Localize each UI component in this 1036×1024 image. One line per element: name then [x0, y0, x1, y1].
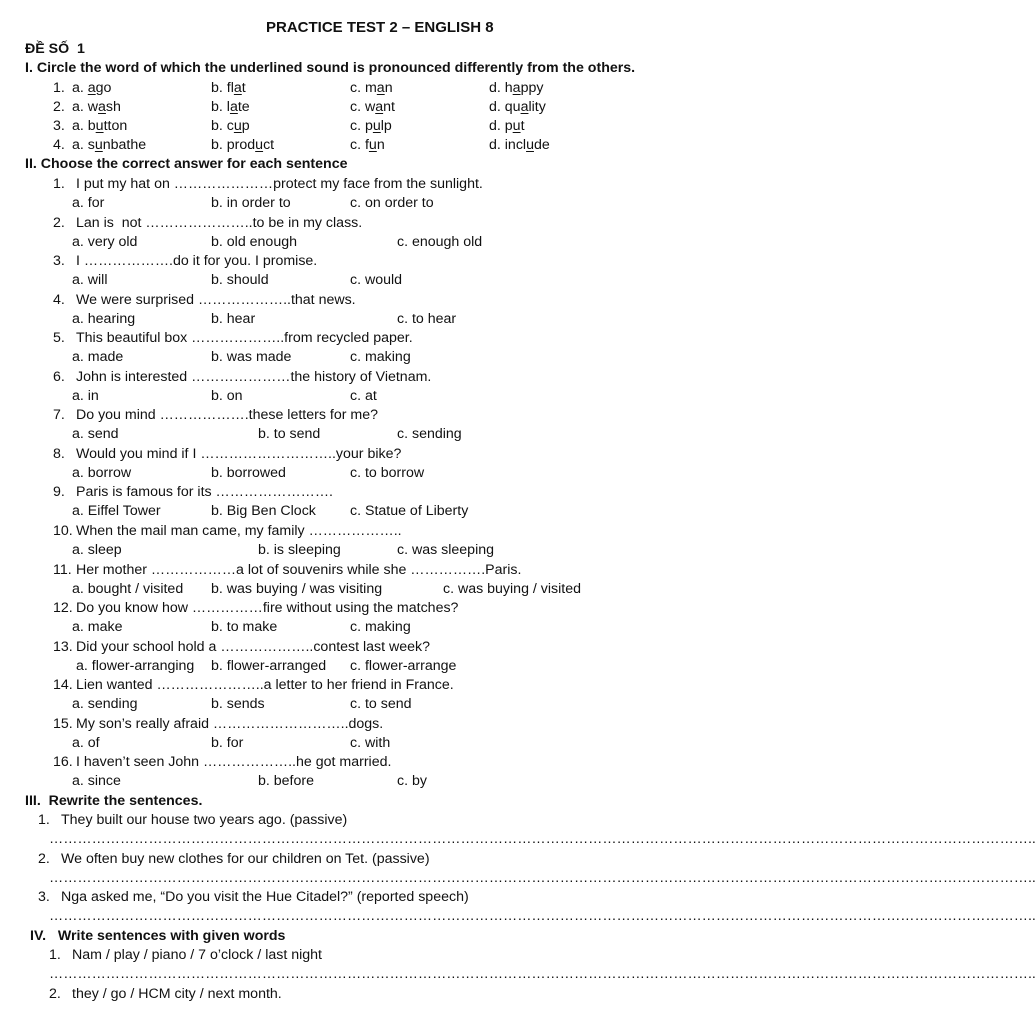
question-text: Her mother ………………a lot of souvenirs while she …………….Paris.: [76, 562, 522, 578]
answer-option: a. wash: [72, 99, 121, 115]
answer-line: ………………………………………………………………………………………………………………………………………………………………………………………..: [49, 870, 1036, 886]
answer-option: c. was sleeping: [397, 542, 494, 558]
question-text: Paris is famous for its …………………….: [76, 484, 333, 500]
answer-option: b. cup: [211, 118, 250, 134]
underlined-sound: a: [375, 99, 384, 115]
answer-option: a. button: [72, 118, 128, 134]
answer-option: b. was buying / was visiting: [211, 581, 383, 597]
answer-option: b. in order to: [211, 195, 291, 211]
answer-option: c. fun: [350, 137, 385, 153]
question-number: 2.: [53, 99, 65, 115]
answer-option: a. will: [72, 272, 108, 288]
question-text: Would you mind if I ………………………..your bike?: [76, 446, 402, 462]
answer-option: b. was made: [211, 349, 292, 365]
question-number: 5.: [53, 330, 65, 346]
question-number: 1.: [53, 80, 65, 96]
question-number: 13.: [53, 639, 73, 655]
answer-line: ………………………………………………………………………………………………………………………………………………………………………………………..: [49, 966, 1036, 982]
answer-option: c. sending: [397, 426, 462, 442]
question-text: Nga asked me, “Do you visit the Hue Citadel?” (reported speech): [61, 889, 469, 905]
question-text: they / go / HCM city / next month.: [72, 986, 282, 1002]
answer-option: b. late: [211, 99, 250, 115]
question-number: 14.: [53, 677, 73, 693]
answer-option: b. hear: [211, 311, 256, 327]
question-text: My son’s really afraid ………………………..dogs.: [76, 716, 384, 732]
page-title: PRACTICE TEST 2 – ENGLISH 8: [266, 19, 494, 36]
answer-option: c. want: [350, 99, 395, 115]
question-text: Lan is not …………………..to be in my class.: [76, 215, 363, 231]
answer-option: a. ago: [72, 80, 112, 96]
question-number: 1.: [49, 947, 61, 963]
answer-option: a. bought / visited: [72, 581, 184, 597]
answer-option: b. borrowed: [211, 465, 286, 481]
answer-option: d. quality: [489, 99, 546, 115]
question-number: 8.: [53, 446, 65, 462]
underlined-sound: a: [87, 80, 96, 96]
section-1-heading: I. Circle the word of which the underlined sound is pronounced differently from the others.: [25, 60, 636, 76]
question-text: Lien wanted …………………..a letter to her friend in France.: [76, 677, 454, 693]
question-number: 3.: [53, 118, 65, 134]
question-number: 9.: [53, 484, 65, 500]
question-text: This beautiful box ………………..from recycled paper.: [76, 330, 413, 346]
underlined-sound: u: [94, 137, 103, 153]
answer-option: c. by: [397, 773, 427, 789]
question-text: Do you mind ……………….these letters for me?: [76, 407, 378, 423]
question-number: 2.: [38, 851, 50, 867]
question-number: 12.: [53, 600, 73, 616]
answer-option: c. would: [350, 272, 403, 288]
question-text: Do you know how ……………fire without using the matches?: [76, 600, 459, 616]
answer-option: a. of: [72, 735, 100, 751]
section-3-heading: III. Rewrite the sentences.: [25, 793, 203, 809]
answer-option: c. with: [350, 735, 391, 751]
underlined-sound: a: [98, 99, 106, 115]
answer-option: b. old enough: [211, 234, 297, 250]
answer-option: a. borrow: [72, 465, 132, 481]
answer-option: d. include: [489, 137, 550, 153]
underlined-sound: u: [255, 137, 264, 153]
answer-option: c. making: [350, 619, 411, 635]
answer-option: c. to hear: [397, 311, 457, 327]
question-text: We often buy new clothes for our children on Tet. (passive): [61, 851, 430, 867]
answer-option: b. Big Ben Clock: [211, 503, 316, 519]
answer-option: b. sends: [211, 696, 265, 712]
answer-option: c. at: [350, 388, 377, 404]
answer-option: a. Eiffel Tower: [72, 503, 161, 519]
underlined-sound: a: [229, 99, 238, 115]
answer-option: a. sending: [72, 696, 138, 712]
question-number: 16.: [53, 754, 73, 770]
question-number: 3.: [53, 253, 65, 269]
question-number: 3.: [38, 889, 50, 905]
answer-option: b. before: [258, 773, 315, 789]
question-text: They built our house two years ago. (passive): [61, 812, 348, 828]
question-number: 15.: [53, 716, 73, 732]
answer-option: c. flower-arrange: [350, 658, 457, 674]
answer-option: c. enough old: [397, 234, 483, 250]
answer-option: b. should: [211, 272, 269, 288]
question-text: John is interested …………………the history of Vietnam.: [76, 369, 432, 385]
question-number: 10.: [53, 523, 73, 539]
question-text: Did your school hold a ………………..contest last week?: [76, 639, 431, 655]
answer-option: a. hearing: [72, 311, 136, 327]
question-text: I put my hat on …………………protect my face from the sunlight.: [76, 176, 483, 192]
question-number: 4.: [53, 292, 65, 308]
answer-option: b. flower-arranged: [211, 658, 327, 674]
question-text: When the mail man came, my family ………………..: [76, 523, 402, 539]
answer-option: c. to borrow: [350, 465, 425, 481]
answer-option: b. product: [211, 137, 275, 153]
answer-option: a. flower-arranging: [76, 658, 195, 674]
question-number: 2.: [49, 986, 61, 1002]
answer-option: a. sunbathe: [72, 137, 147, 153]
answer-option: a. sleep: [72, 542, 122, 558]
underlined-sound: a: [520, 99, 529, 115]
question-number: 11.: [53, 562, 72, 578]
answer-line: ………………………………………………………………………………………………………………………………………………………………………………………..: [49, 908, 1036, 924]
question-number: 2.: [53, 215, 65, 231]
answer-option: a. for: [72, 195, 105, 211]
question-text: We were surprised ………………..that news.: [76, 292, 356, 308]
answer-option: b. to make: [211, 619, 278, 635]
underlined-sound: u: [95, 118, 104, 134]
underlined-sound: u: [526, 137, 534, 153]
answer-option: b. for: [211, 735, 244, 751]
answer-option: c. man: [350, 80, 393, 96]
test-code: ĐỀ SỐ 1: [25, 41, 85, 57]
question-number: 1.: [38, 812, 50, 828]
answer-option: b. flat: [211, 80, 246, 96]
answer-option: b. on: [211, 388, 243, 404]
answer-option: d. happy: [489, 80, 544, 96]
answer-option: d. put: [489, 118, 525, 134]
answer-option: a. send: [72, 426, 119, 442]
answer-option: c. Statue of Liberty: [350, 503, 469, 519]
underlined-sound: a: [376, 80, 385, 96]
answer-option: a. made: [72, 349, 124, 365]
question-number: 7.: [53, 407, 65, 423]
question-text: Nam / play / piano / 7 o’clock / last night: [72, 947, 322, 963]
question-text: I ……………….do it for you. I promise.: [76, 253, 318, 269]
underlined-sound: a: [233, 80, 242, 96]
answer-option: c. was buying / visited: [443, 581, 581, 597]
underlined-sound: u: [372, 118, 381, 134]
answer-option: a. very old: [72, 234, 138, 250]
question-number: 1.: [53, 176, 65, 192]
answer-option: b. is sleeping: [258, 542, 341, 558]
underlined-sound: a: [512, 80, 521, 96]
answer-option: c. making: [350, 349, 411, 365]
underlined-sound: u: [233, 118, 242, 134]
answer-option: a. since: [72, 773, 121, 789]
answer-line: ………………………………………………………………………………………………………………………………………………………………………………………..: [49, 831, 1036, 847]
answer-option: c. on order to: [350, 195, 434, 211]
question-number: 6.: [53, 369, 65, 385]
underlined-sound: u: [512, 118, 521, 134]
answer-option: c. to send: [350, 696, 412, 712]
underlined-sound: u: [368, 137, 377, 153]
answer-option: a. in: [72, 388, 99, 404]
question-text: I haven’t seen John ………………..he got married.: [76, 754, 392, 770]
answer-option: b. to send: [258, 426, 321, 442]
question-number: 4.: [53, 137, 65, 153]
section-2-heading: II. Choose the correct answer for each sentence: [25, 156, 348, 172]
answer-option: c. pulp: [350, 118, 392, 134]
section-4-heading: IV. Write sentences with given words: [30, 928, 286, 944]
answer-option: a. make: [72, 619, 123, 635]
